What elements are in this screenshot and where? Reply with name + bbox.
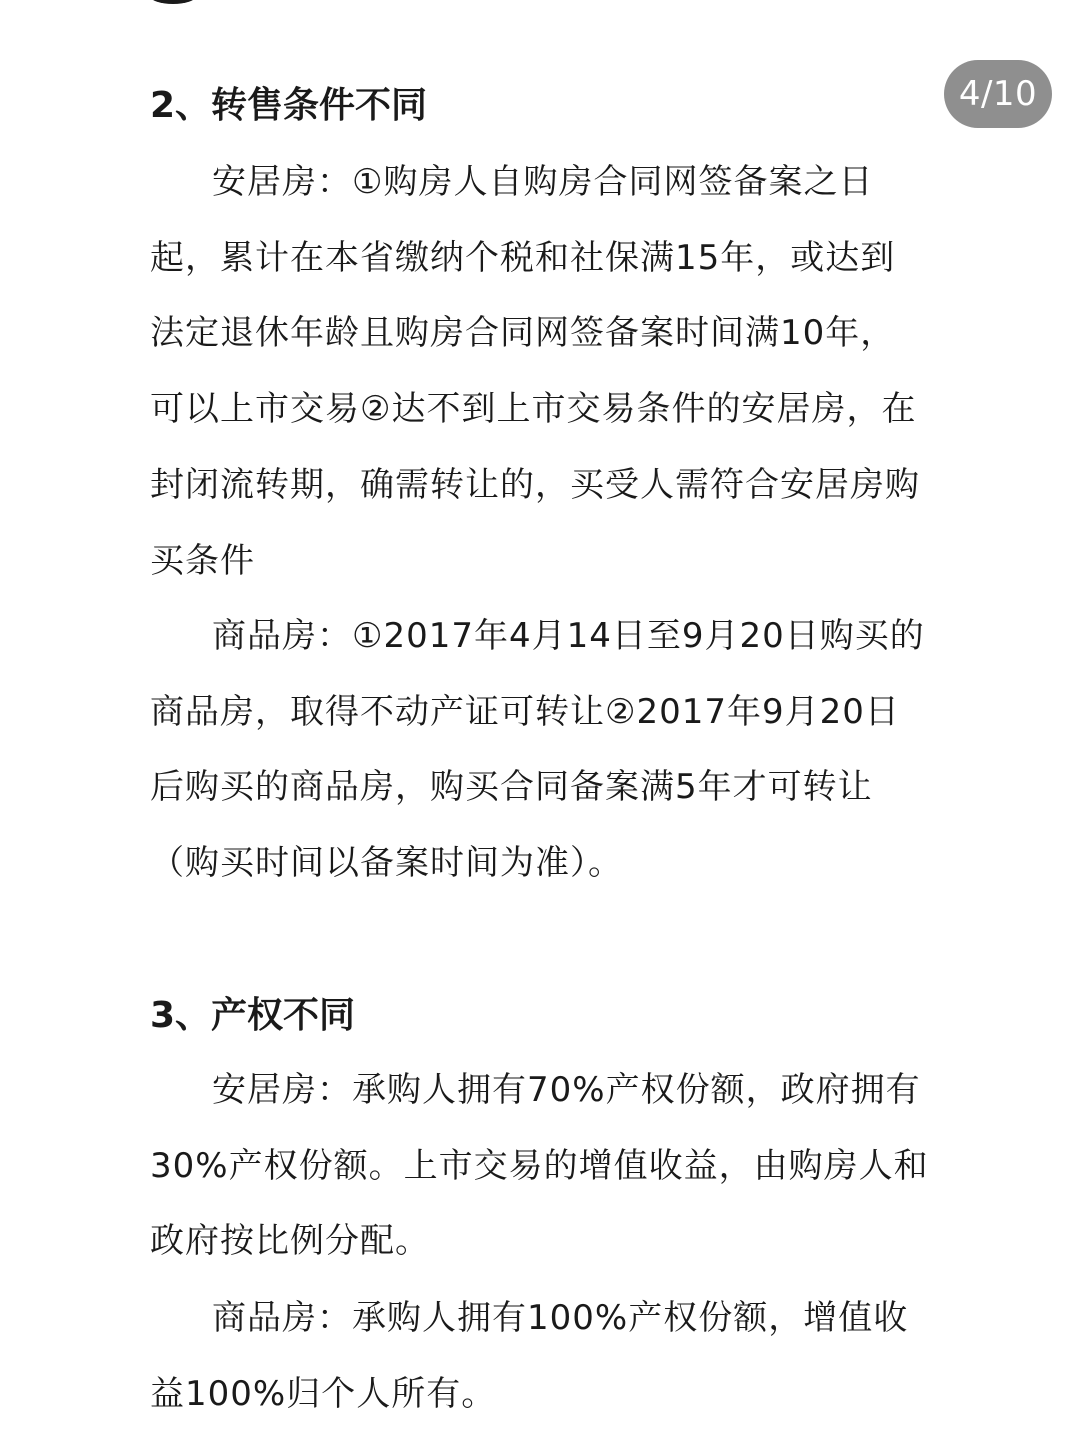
page-counter-badge: 4/10	[944, 60, 1052, 128]
previous-content-fragment	[150, 0, 196, 4]
section-heading-property-rights: 3、产权不同	[150, 995, 356, 1036]
paragraph-commercial-property-rights: 商品房：承购人拥有100%产权份额，增值收益100%归个人所有。	[150, 1298, 909, 1414]
section-heading-resale: 2、转售条件不同	[150, 85, 428, 126]
paragraph-anju-property-rights: 安居房：承购人拥有70%产权份额，政府拥有30%产权份额。上市交易的增值收益，由购房人和政府按比例分配。	[150, 1070, 929, 1262]
paragraph-commercial-resale: 商品房：①2017年4月14日至9月20日购买的商品房，取得不动产证可转让②2017年9月20日后购买的商品房，购买合同备案满5年才可转让（购买时间以备案时间为准）。	[150, 616, 925, 884]
paragraph-anju-resale: 安居房：①购房人自购房合同网签备案之日起，累计在本省缴纳个税和社保满15年，或达到法定退休年龄且购房合同网签备案时间满10年，可以上市交易②达不到上市交易条件的安居房，在封闭流转期，确需转让的，买受人需符合安居房购买条件	[150, 162, 920, 581]
